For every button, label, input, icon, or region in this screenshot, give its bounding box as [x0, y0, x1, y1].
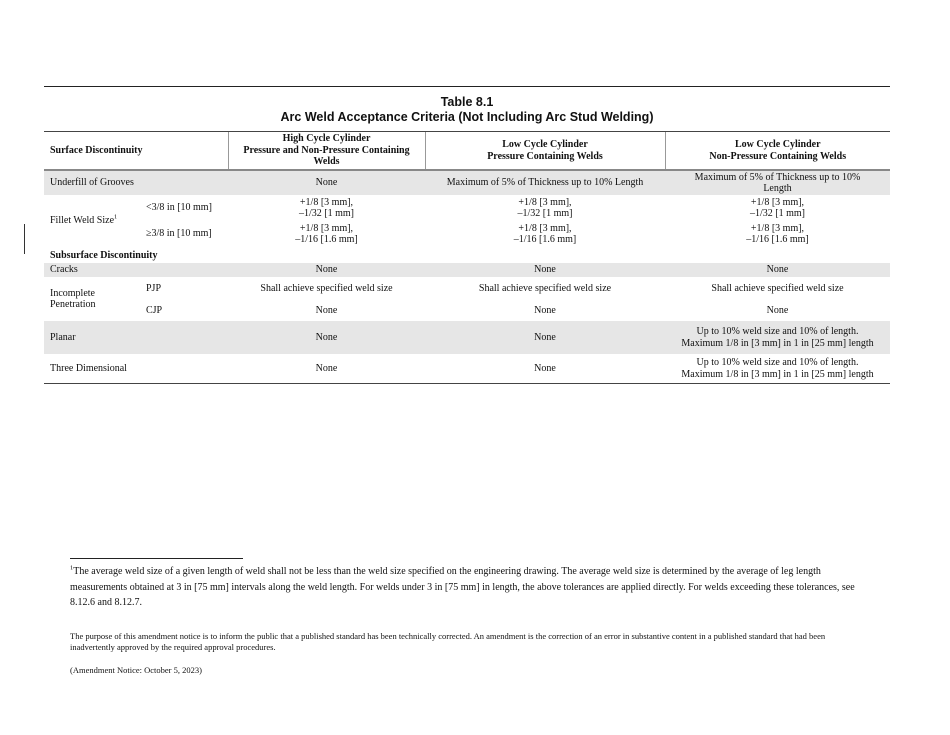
cell-high-cycle: None [315, 305, 338, 317]
acceptance-criteria-table [44, 131, 890, 384]
header-low-cycle-pressure: Low Cycle Cylinder Pressure Containing Welds [425, 132, 665, 171]
cell-low-cycle-pressure: Shall achieve specified weld size [478, 283, 612, 295]
row-label: Underfill of Grooves [44, 170, 228, 195]
table-row-underfill [44, 170, 890, 195]
cell-high-cycle: None [228, 263, 425, 277]
subsurface-heading-row [44, 247, 890, 263]
subsurface-heading: Subsurface Discontinuity [50, 250, 158, 262]
top-rule [44, 86, 890, 87]
header-high-cycle: High Cycle Cylinder Pressure and Non-Pressure Containing Welds [228, 132, 425, 171]
amendment-notice: The purpose of this amendment notice is to inform the public that a published standard has been technically corrected. An amendment is the correction of an error in substantive content in a published standard that had been inadvertently approved by the required approval procedures. [70, 631, 826, 652]
table-row-fillet-large [44, 221, 890, 247]
table-title-block [44, 95, 890, 125]
table-number: Table 8.1 [440, 95, 494, 109]
cell-low-cycle-nonpressure: +1/8 [3 mm], –1/16 [1.6 mm] [746, 222, 809, 245]
cell-low-cycle-nonpressure: Maximum of 5% of Thickness up to 10% Length [665, 170, 890, 195]
cell-low-cycle-pressure: Maximum of 5% of Thickness up to 10% Length [425, 170, 665, 195]
cell-low-cycle-pressure: None [425, 354, 665, 384]
cell-low-cycle-pressure: None [425, 263, 665, 277]
footnote-mark: 1 [70, 564, 74, 572]
cell-high-cycle: None [228, 321, 425, 354]
incomplete-penetration-label: Incomplete Penetration [50, 287, 96, 310]
cell-high-cycle: None [228, 170, 425, 195]
fillet-size: <3/8 in [10 mm] [146, 202, 212, 214]
footnote-rule [70, 558, 243, 559]
cell-low-cycle-nonpressure: Up to 10% weld size and 10% of length. Maximum 1/8 in [3 mm] in 1 in [25 mm] length [665, 321, 890, 354]
header-row [44, 132, 890, 171]
fillet-size: ≥3/8 in [10 mm] [146, 228, 212, 240]
cell-high-cycle: +1/8 [3 mm], –1/32 [1 mm] [299, 196, 354, 219]
row-label: Three Dimensional [44, 354, 228, 384]
row-label: Cracks [44, 263, 228, 277]
table-row-fillet-small [44, 195, 890, 221]
table-title: Arc Weld Acceptance Criteria (Not Including Arc Stud Welding) [280, 110, 654, 124]
cell-high-cycle: None [228, 354, 425, 384]
pjp-label: PJP [146, 283, 162, 295]
cell-low-cycle-pressure: None [425, 321, 665, 354]
cell-low-cycle-pressure: +1/8 [3 mm], –1/16 [1.6 mm] [513, 222, 577, 245]
cell-high-cycle: Shall achieve specified weld size [260, 283, 393, 295]
cjp-label: CJP [146, 305, 163, 317]
table-row-three-dimensional [44, 354, 890, 384]
table-row-planar [44, 321, 890, 354]
fillet-weld-size-label: Fillet Weld Size$^1$ [50, 213, 118, 227]
header-low-cycle-nonpressure: Low Cycle Cylinder Non-Pressure Containing Welds [665, 132, 890, 171]
amendment-date: (Amendment Notice: October 5, 2023) [70, 665, 202, 675]
cell-low-cycle-nonpressure: +1/8 [3 mm], –1/32 [1 mm] [750, 196, 805, 219]
cell-low-cycle-nonpressure: Shall achieve specified weld size [711, 283, 844, 295]
footnote [70, 564, 870, 611]
cell-high-cycle: +1/8 [3 mm], –1/16 [1.6 mm] [295, 222, 358, 245]
cell-low-cycle-nonpressure: None [665, 263, 890, 277]
cell-low-cycle-pressure: +1/8 [3 mm], –1/32 [1 mm] [517, 196, 573, 219]
cell-low-cycle-nonpressure: None [766, 305, 789, 317]
table-row-cjp [44, 301, 890, 321]
cell-low-cycle-pressure: None [534, 305, 556, 317]
cell-low-cycle-nonpressure: Up to 10% weld size and 10% of length. Maximum 1/8 in [3 mm] in 1 in [25 mm] length [665, 354, 890, 384]
table-row-pjp [44, 277, 890, 301]
change-bar [24, 224, 25, 254]
header-surface-discontinuity: Surface Discontinuity [44, 132, 228, 171]
table-row-cracks [44, 263, 890, 277]
row-label: Planar [44, 321, 228, 354]
footnote-ref: 1 [114, 213, 118, 221]
footnote-text: The average weld size of a given length of weld shall not be less than the weld size specified on the engineering drawing. The average weld size is determined by the average of leg length measurements obtained at 3 in [75 mm] intervals along the weld length. For welds under 3 in [75 mm] in length, the above tolerances are applied directly. For welds exceeding these tolerances, see 8.12.6 and 8.12.7. [70, 566, 855, 608]
